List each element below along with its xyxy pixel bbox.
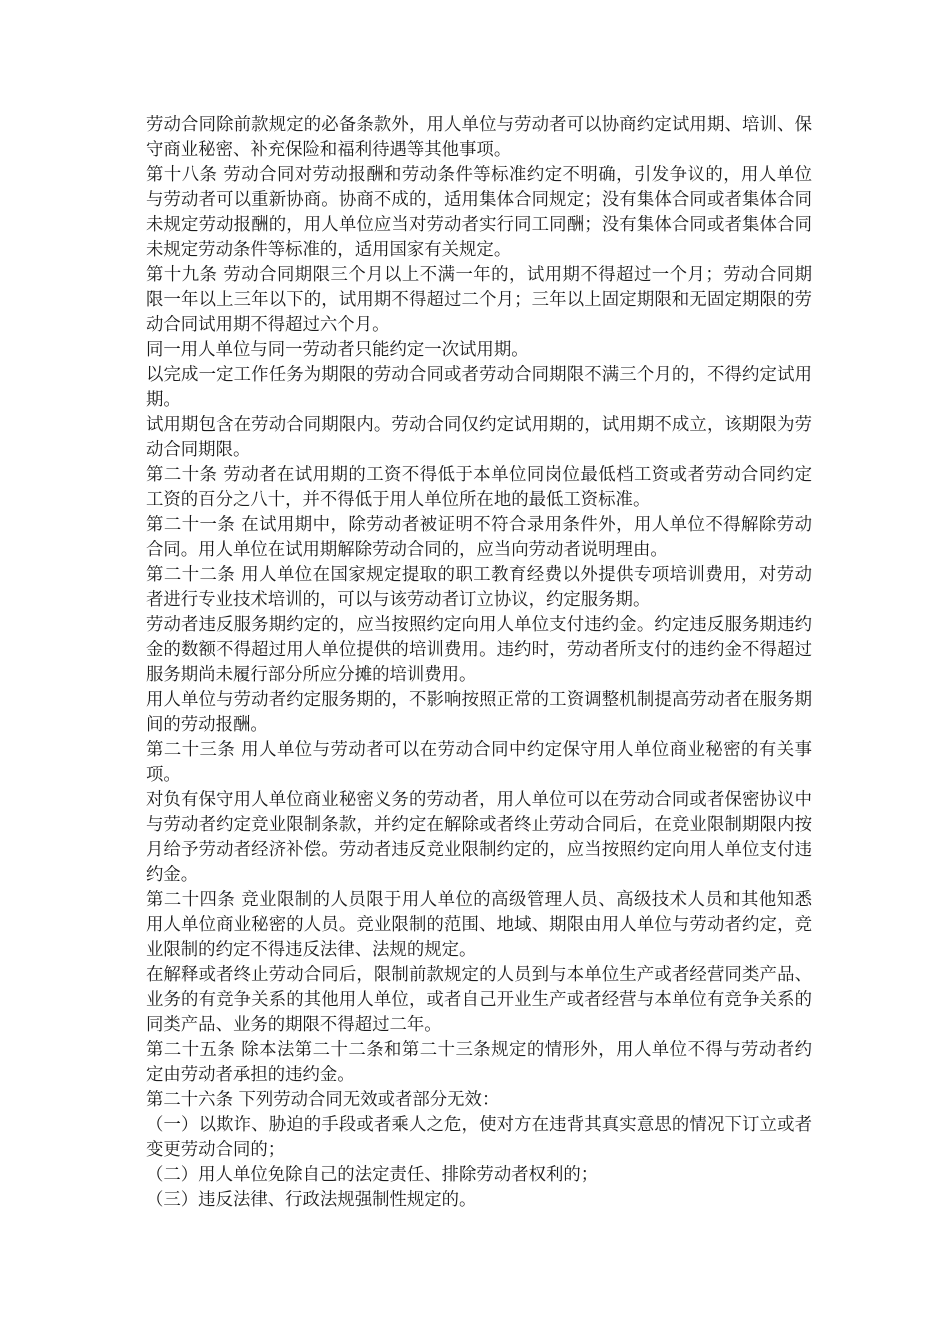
paragraph-article-23: 第二十三条 用人单位与劳动者可以在劳动合同中约定保守用人单位商业秘密的有关事项。 [146,740,812,785]
paragraph-article-26: 第二十六条 下列劳动合同无效或者部分无效： [146,1090,500,1110]
paragraph-article-19: 第十九条 劳动合同期限三个月以上不满一年的，试用期不得超过一个月；劳动合同期限一年以上三年以下的，试用期不得超过二个月；三年以上固定期限和无固定期限的劳动合同试用期不得超过六个月。 [146,265,812,335]
list-item-3: （三）违反法律、行政法规强制性规定的。 [146,1190,477,1210]
document-body [146,113,812,1213]
paragraph-13: 对负有保守用人单位商业秘密义务的劳动者，用人单位可以在劳动合同或者保密协议中与劳动者约定竞业限制条款，并约定在解除或者终止劳动合同后，在竞业限制期限内按月给予劳动者经济补偿。劳动者违反竞业限制约定的，应当按照约定向用人单位支付违约金。 [146,790,812,885]
paragraph-6: 试用期包含在劳动合同期限内。劳动合同仅约定试用期的，试用期不成立，该期限为劳动合同期限。 [146,415,812,460]
paragraph-4: 同一用人单位与同一劳动者只能约定一次试用期。 [146,340,529,360]
paragraph-11: 用人单位与劳动者约定服务期的，不影响按照正常的工资调整机制提高劳动者在服务期间的劳动报酬。 [146,690,812,735]
paragraph-article-18: 第十八条 劳动合同对劳动报酬和劳动条件等标准约定不明确，引发争议的，用人单位与劳动者可以重新协商。协商不成的，适用集体合同规定；没有集体合同或者集体合同未规定劳动报酬的，用人单位应当对劳动者实行同工同酬；没有集体合同或者集体合同未规定劳动条件等标准的，适用国家有关规定。 [146,165,812,260]
list-item-1: （一）以欺诈、胁迫的手段或者乘人之危，使对方在违背其真实意思的情况下订立或者变更劳动合同的； [146,1115,812,1160]
paragraph-article-25: 第二十五条 除本法第二十二条和第二十三条规定的情形外，用人单位不得与劳动者约定由劳动者承担的违约金。 [146,1040,812,1085]
list-item-2: （二）用人单位免除自己的法定责任、排除劳动者权利的； [146,1165,599,1185]
paragraph-10: 劳动者违反服务期约定的，应当按照约定向用人单位支付违约金。约定违反服务期违约金的数额不得超过用人单位提供的培训费用。违约时，劳动者所支付的违约金不得超过服务期尚未履行部分所应分摊的培训费用。 [146,615,812,685]
paragraph-article-21: 第二十一条 在试用期中，除劳动者被证明不符合录用条件外，用人单位不得解除劳动合同。用人单位在试用期解除劳动合同的，应当向劳动者说明理由。 [146,515,812,560]
paragraph-5: 以完成一定工作任务为期限的劳动合同或者劳动合同期限不满三个月的，不得约定试用期。 [146,365,812,410]
paragraph-15: 在解释或者终止劳动合同后，限制前款规定的人员到与本单位生产或者经营同类产品、业务的有竞争关系的其他用人单位，或者自己开业生产或者经营与本单位有竞争关系的同类产品、业务的期限不得超过二年。 [146,965,812,1035]
paragraph-article-24: 第二十四条 竞业限制的人员限于用人单位的高级管理人员、高级技术人员和其他知悉用人单位商业秘密的人员。竞业限制的范围、地域、期限由用人单位与劳动者约定，竞业限制的约定不得违反法律、法规的规定。 [146,890,812,960]
paragraph-1: 劳动合同除前款规定的必备条款外，用人单位与劳动者可以协商约定试用期、培训、保守商业秘密、补充保险和福利待遇等其他事项。 [146,115,812,160]
paragraph-article-22: 第二十二条 用人单位在国家规定提取的职工教育经费以外提供专项培训费用，对劳动者进行专业技术培训的，可以与该劳动者订立协议，约定服务期。 [146,565,812,610]
paragraph-article-20: 第二十条 劳动者在试用期的工资不得低于本单位同岗位最低档工资或者劳动合同约定工资的百分之八十，并不得低于用人单位所在地的最低工资标准。 [146,465,812,510]
